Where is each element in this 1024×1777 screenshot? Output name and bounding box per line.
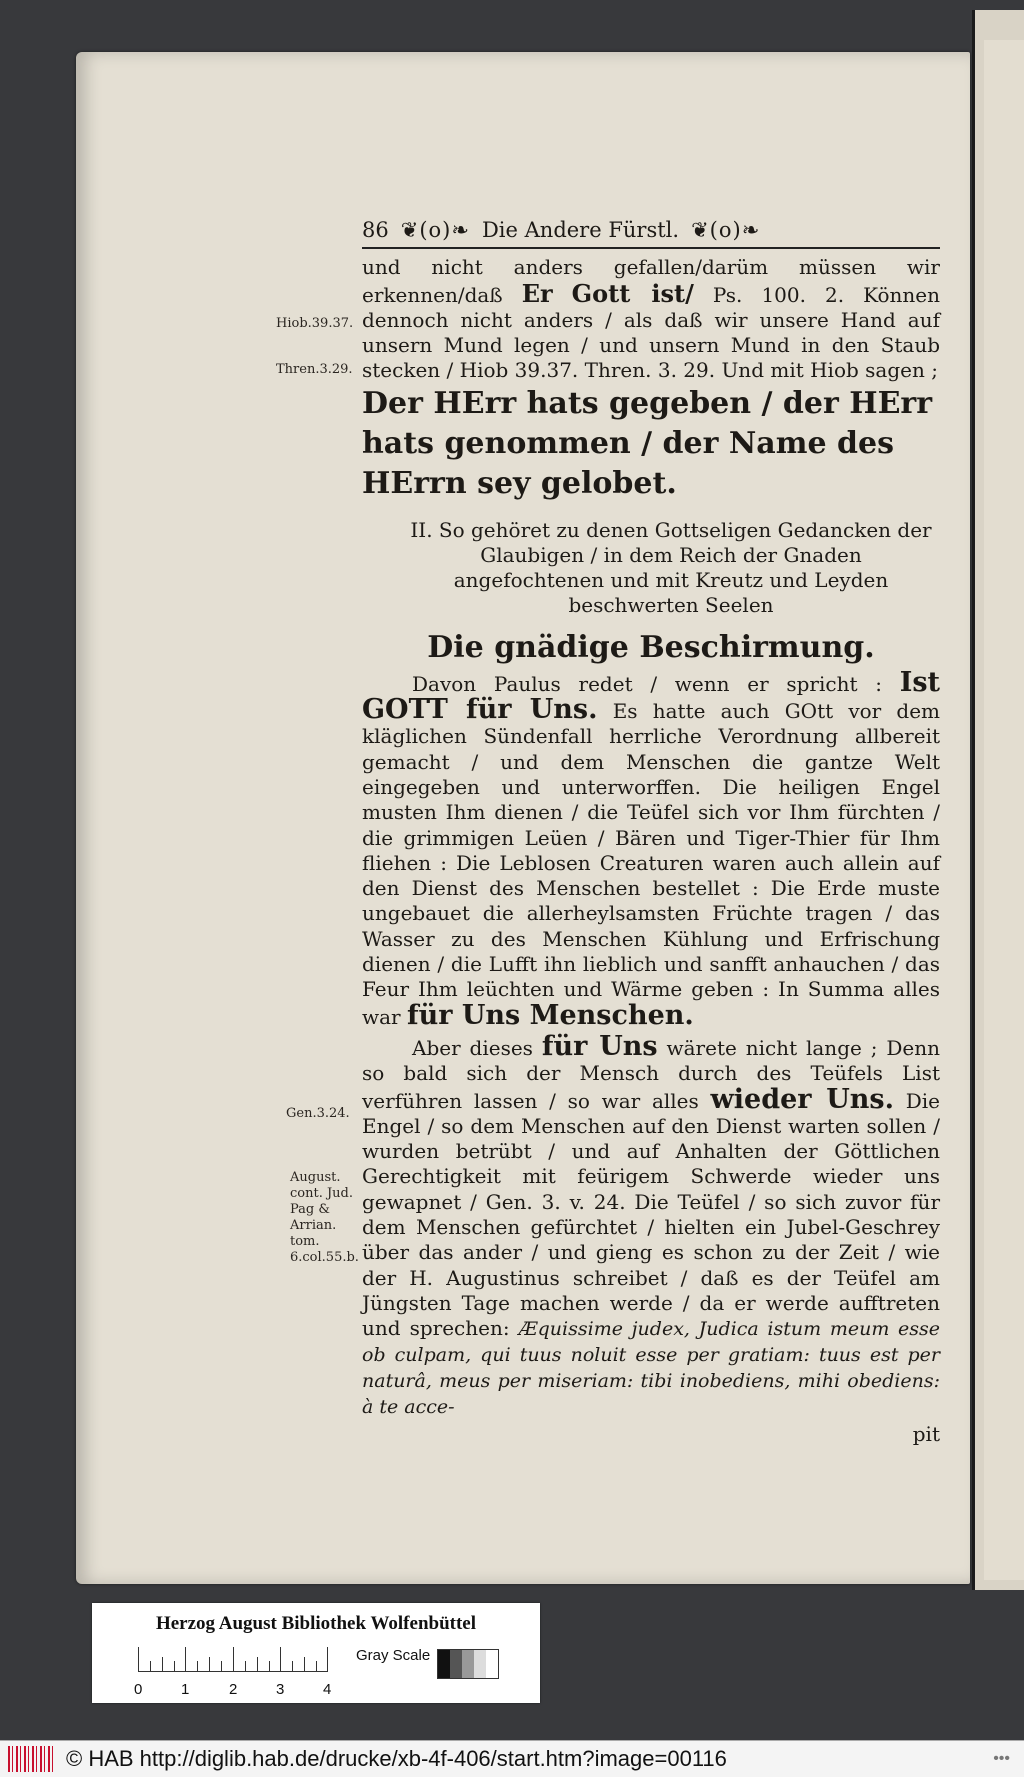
viewer-footer [0, 1740, 1024, 1777]
quote: Der HErr hats gegeben / der HErr hats genommen / der Name des HErrn sey gelobet. [362, 385, 933, 501]
ruler-number: 4 [323, 1681, 332, 1698]
ruler-number: 2 [229, 1681, 238, 1698]
page-text [362, 218, 940, 1448]
page-number: 86 [362, 218, 389, 242]
text: Aber dieses [412, 1035, 533, 1060]
more-icon[interactable]: ••• [993, 1750, 1010, 1767]
text: und nicht anders gefallen/darüm müssen wir erkennen/daß [362, 255, 940, 307]
latin-quote: Æquissime judex, Judica istum meum esse ob culpam, qui tuus noluit esse per gratiam: tuus est per naturâ, meus per miseriam: tibi inobediens, mihi obediens: à te acce- [362, 1318, 941, 1419]
running-header [362, 218, 940, 249]
text: Die Engel / so dem Menschen auf den Dienst warten sollen / wurden betrübt / und auf Anhalten der Göttlichen Gerechtigkeit mit feürigem Schwerde wieder uns gewapnet / Gen. 3. v. 24. Die Teüfel / so sich zuvor für dem Menschen gefürchtet / hielten ein Jubel-Geschrey über das ander / und gieng es schon zu der Zeit / wie der H. Augustinus schreibet / daß es der Teüfel am Jüngsten Tage machen werde / da er werde aufftreten und sprechen: [362, 1088, 941, 1341]
ruler-number: 3 [276, 1681, 285, 1698]
emphasis: für Uns [541, 1030, 658, 1062]
ornament: ❦(o)❧ [400, 218, 470, 242]
library-name: Herzog August Bibliothek Wolfenbüttel [155, 1613, 477, 1634]
paragraph [362, 1030, 941, 1420]
section-intro: II. So gehöret zu denen Gottseligen Gedancken der Glaubigen / in dem Reich der Gnaden angefochtenen und mit Kreutz und Leyden beschwerten Seelen [410, 517, 932, 617]
catchword: pit [912, 1422, 940, 1447]
hab-logo-icon [8, 1746, 56, 1772]
gray-scale-label: Gray Scale [356, 1647, 431, 1664]
copyright-url[interactable]: © HAB http://diglib.hab.de/drucke/xb-4f-406/start.htm?image=00116 [66, 1746, 727, 1771]
library-label [92, 1603, 540, 1703]
paragraph [362, 666, 941, 1031]
text: Es hatte auch GOtt vor dem kläglichen Sündenfall herrliche Verordnung allbereit gemacht / und dem Menschen die gantze Welt eingegeben und unterworffen. Die heiligen Engel musten Ihm dienen / die Teüfel sich vor Ihm fürchten / die grimmigen Leüen / Bären und Tiger-Thier für Ihm fliehen : Die Leblosen Creaturen waren auch allein auf den Dienst des Menschen bestellet : Die Erde muste ungebauet die allerheylsamsten Früchte tragen / das Wasser zu des Menschen Kühlung und Erfrischung dienen / die Lufft ihn lieblich und sanfft anhauchen / das Feur Ihm leüchten und Wärme geben : In Summa alles war [362, 699, 941, 1029]
emphasis: für Uns Menschen. [406, 999, 694, 1031]
ruler-number: 1 [181, 1681, 190, 1698]
margin-note: August. cont. Jud. Pag & Arrian. tom. 6.col.55.b. [290, 1170, 359, 1265]
margin-note: Gen.3.24. [286, 1106, 350, 1121]
paragraph [362, 255, 940, 383]
scale-ruler [138, 1647, 328, 1672]
emphasis: Ist GOTT für Uns. [362, 666, 941, 726]
emphasis: Gott ist/ [571, 278, 694, 308]
margin-note: Hiob.39.37. [276, 316, 354, 331]
text: Ps. 100. 2. Können dennoch nicht anders / als daß wir unsere Hand auf unsern Mund legen / und unsern Mund in den Staub stecken / Hiob 39.37. Thren. 3. 29. Und mit Hiob sagen ; [362, 282, 941, 383]
adjacent-page [984, 40, 1024, 1580]
ornament: ❦(o)❧ [691, 218, 761, 242]
ruler-number: 0 [134, 1681, 143, 1698]
emphasis: wieder Uns. [710, 1083, 895, 1115]
text: Davon Paulus redet / wenn er spricht : [412, 671, 882, 696]
text: wärete nicht lange ; Denn so bald sich der Mensch durch des Teüfels List verführen lassen / so war alles [362, 1035, 940, 1113]
emphasis: Er [521, 278, 553, 308]
margin-note: Thren.3.29. [276, 362, 353, 377]
section-title: Die gnädige Beschirmung. [427, 629, 875, 665]
gray-scale-swatch [437, 1649, 499, 1679]
running-title: Die Andere Fürstl. [481, 218, 680, 242]
